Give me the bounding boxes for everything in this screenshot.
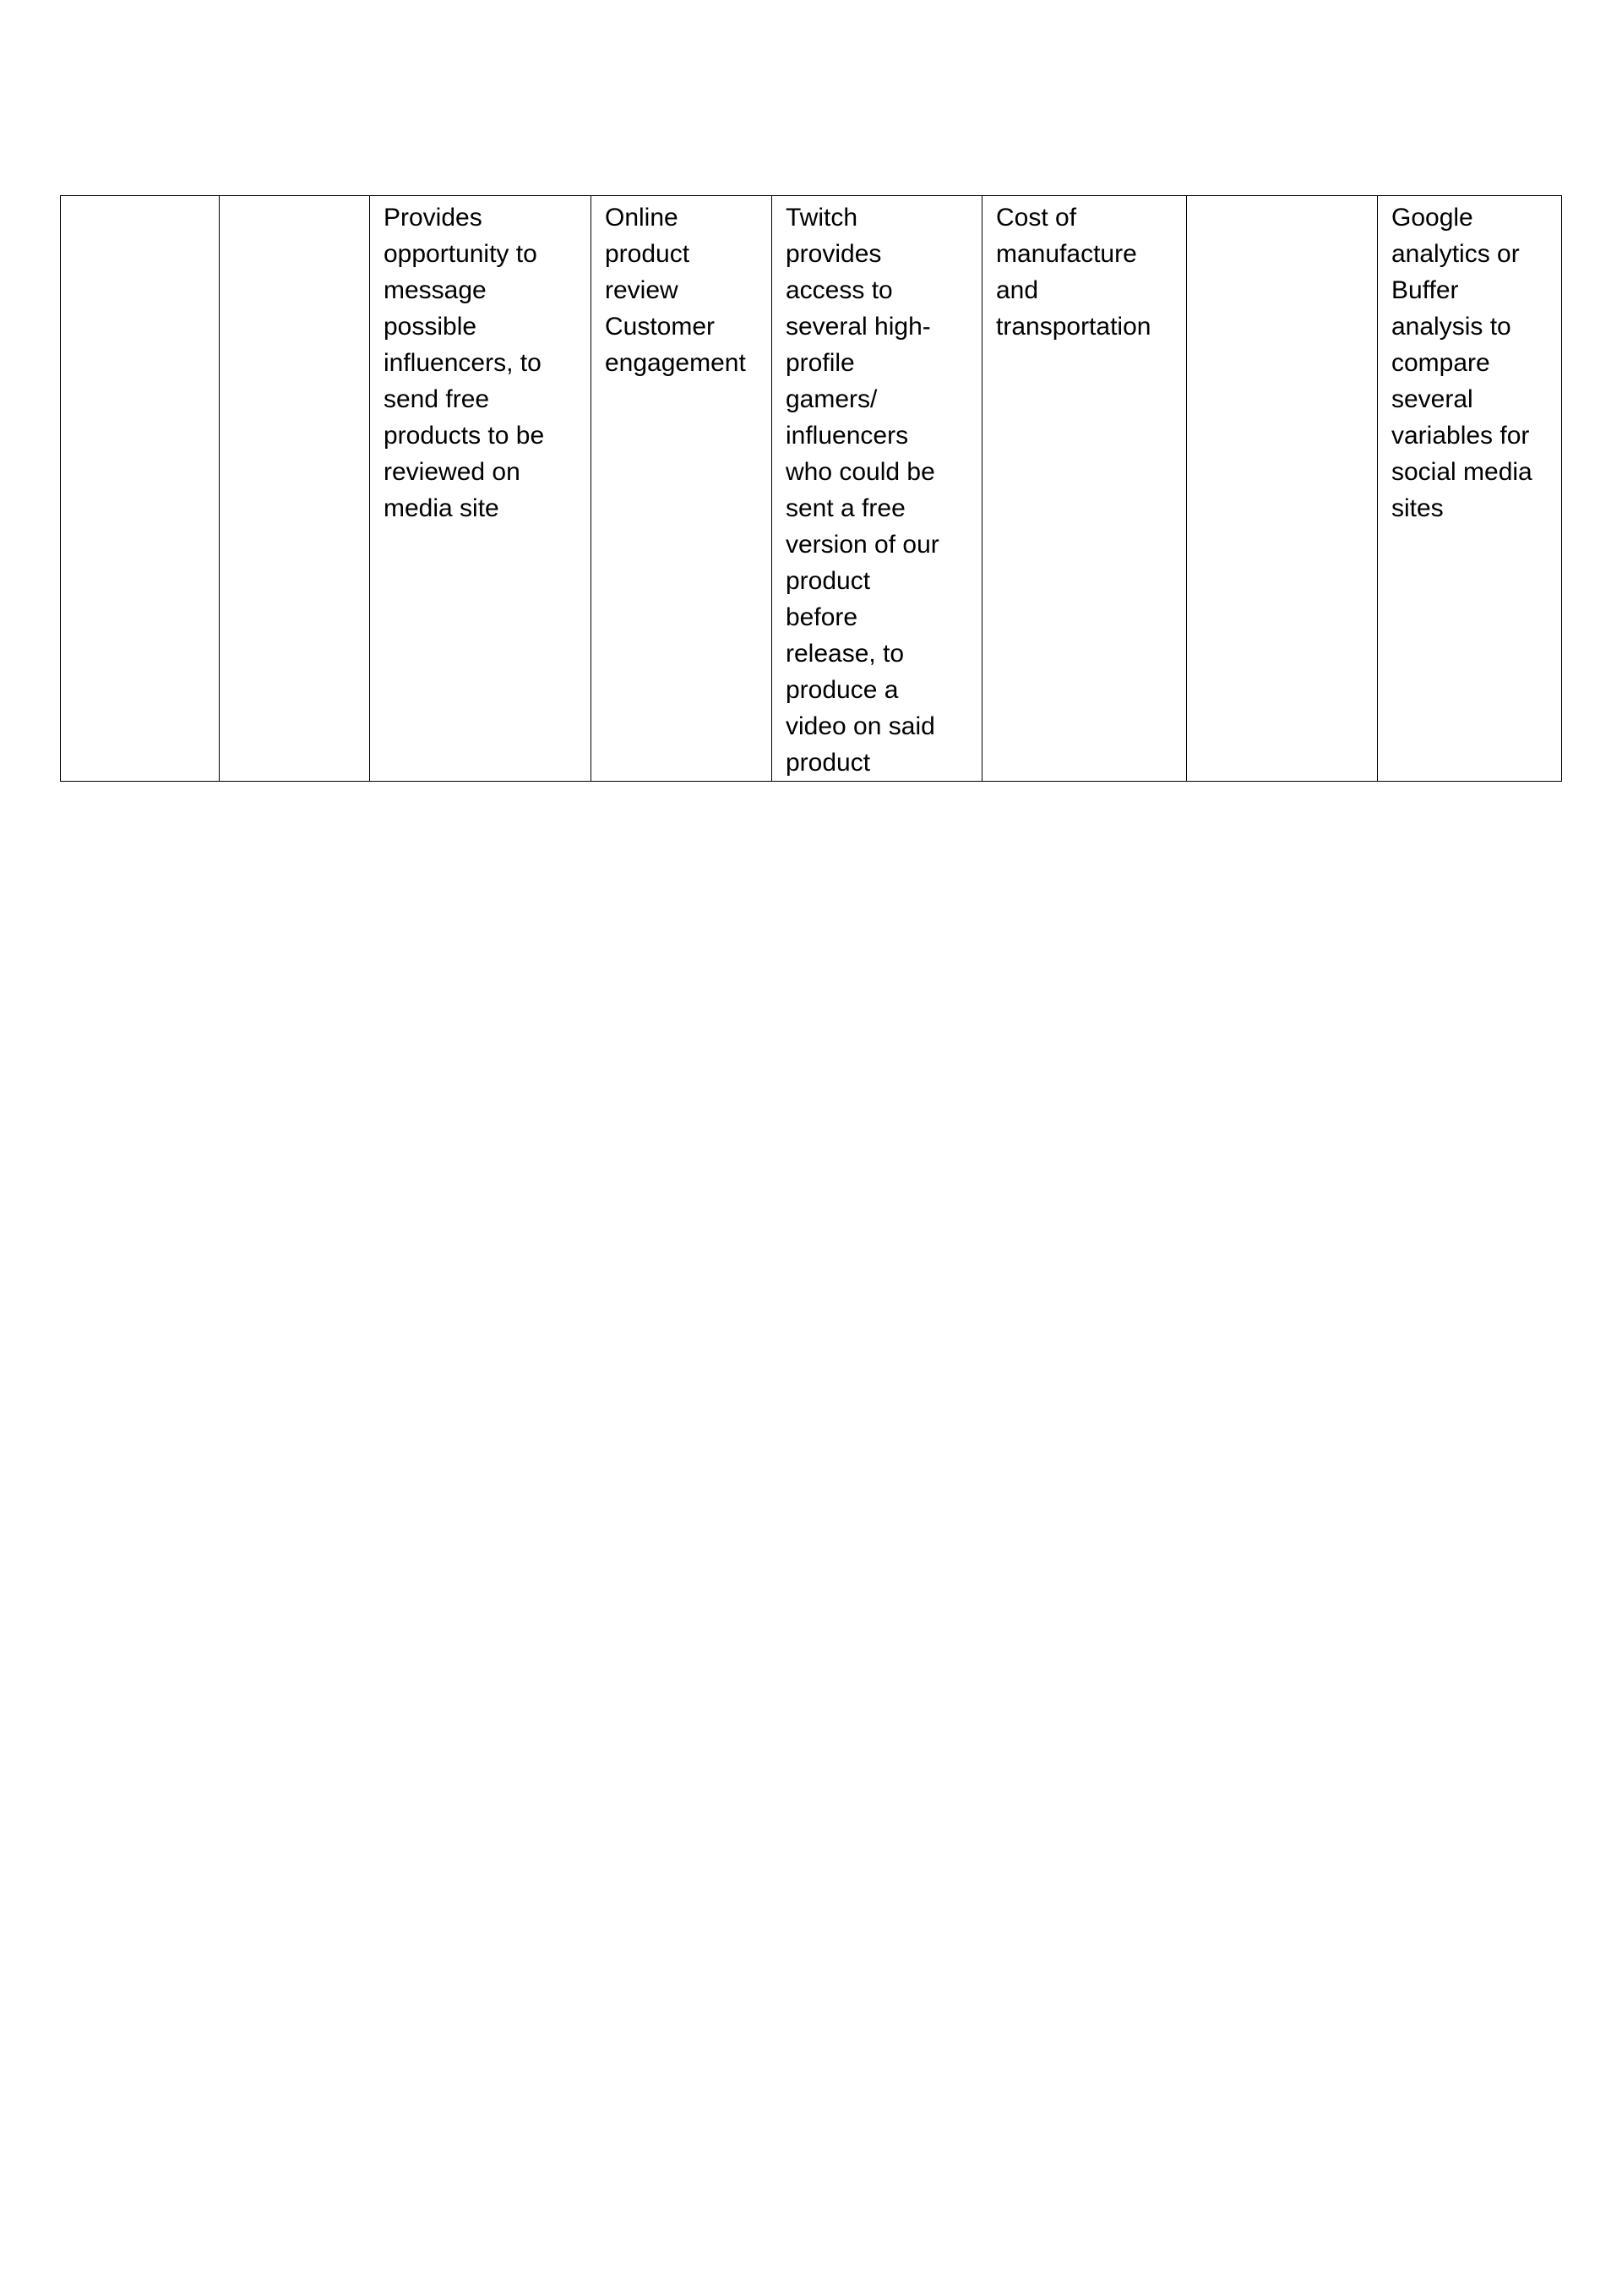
table-row — [61, 196, 1562, 782]
table-cell-6 — [982, 196, 1187, 782]
cell-text: Cost of manufacture and transportation — [996, 204, 1151, 341]
table-cell-8 — [1378, 196, 1562, 782]
marketing-table — [60, 195, 1562, 782]
cell-text: Provides opportunity to message possible influencers, to send free products to be reviewed on media site — [384, 204, 545, 522]
table-cell-5 — [772, 196, 982, 782]
cell-text: Online product review Customer engagement — [605, 204, 746, 377]
table-cell-3 — [370, 196, 591, 782]
cell-text: Google analytics or Buffer analysis to compare several variables for social media sites — [1391, 204, 1532, 522]
table-cell-2 — [220, 196, 370, 782]
table-cell-7 — [1187, 196, 1378, 782]
table-cell-1 — [61, 196, 220, 782]
table-cell-4 — [591, 196, 772, 782]
cell-text: Twitch provides access to several high- profile gamers/ influencers who could be sent a free version of our product before release, to produce a video on said product — [786, 204, 939, 777]
